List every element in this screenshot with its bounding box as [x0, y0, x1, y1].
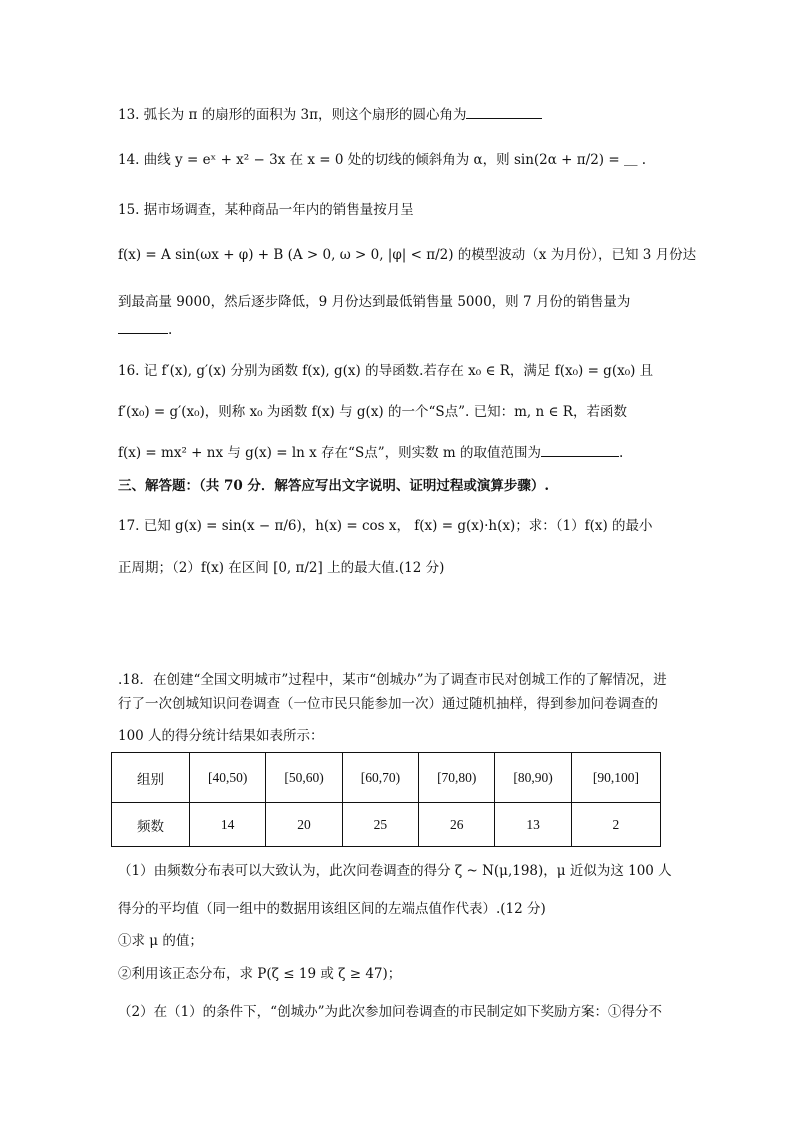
question-17-line-1: 17. 已知 g(x) = sin(x − π/6)，h(x) = cos x， f(x) = g(x)·h(x)；求：（1）f(x) 的最小	[118, 518, 653, 534]
table-row	[112, 753, 661, 803]
question-18-line-2: 行了一次创城知识问卷调查（一位市民只能参加一次）通过随机抽样，得到参加问卷调查的	[118, 696, 658, 712]
question-13: 13. 弧长为 π 的扇形的面积为 3π，则这个扇形的圆心角为	[118, 103, 542, 123]
question-15-line-3: 到最高量 9000，然后逐步降低，9 月份达到最低销售量 5000，则 7 月份的销售量为	[118, 294, 631, 310]
question-17-line-2: 正周期；（2）f(x) 在区间 [0, π/2] 上的最大值.(12 分)	[118, 560, 445, 576]
question-18-line-1: .18．在创建“全国文明城市”过程中，某市“创城办”为了调查市民对创城工作的了解情况，进	[118, 672, 667, 688]
table-cell: [40,50)	[190, 753, 266, 803]
table-cell: [70,80)	[419, 753, 495, 803]
table-cell: [90,100]	[571, 753, 660, 803]
question-14: 14. 曲线 y = eˣ + x² − 3x 在 x = 0 处的切线的倾斜角为 α，则 sin(2α + π/2) = ＿ .	[118, 152, 647, 168]
question-15-line-2: f(x) = A sin(ωx + φ) + B (A > 0, ω > 0, |φ| < π/2) 的模型波动（x 为月份），已知 3 月份达	[118, 247, 697, 263]
table-row	[112, 803, 661, 847]
question-18-part-1-line-2: 得分的平均值（同一组中的数据用该组区间的左端点值作代表）.(12 分)	[118, 901, 546, 917]
table-cell: [60,70)	[342, 753, 418, 803]
answer-blank	[466, 118, 542, 119]
question-15-line-1: 15. 据市场调查，某种商品一年内的销售量按月呈	[118, 202, 414, 218]
question-18-line-3: 100 人的得分统计结果如表所示：	[118, 728, 324, 744]
question-15-line-4: .	[118, 322, 172, 338]
table-cell: 13	[495, 803, 571, 847]
table-cell: [50,60)	[266, 753, 342, 803]
section-3-heading: 三、解答题：（共 70 分．解答应写出文字说明、证明过程或演算步骤）.	[118, 478, 550, 494]
question-16-line-3: f(x) = mx² + nx 与 g(x) = ln x 存在“S点”，则实数 m 的取值范围为 .	[118, 445, 624, 461]
question-18-item-1: ①求 μ 的值；	[118, 933, 203, 949]
table-cell: [80,90)	[495, 753, 571, 803]
table-cell: 20	[266, 803, 342, 847]
answer-blank	[541, 456, 619, 457]
question-18-item-2: ②利用该正态分布，求 P(ζ ≤ 19 或 ζ ≥ 47)；	[118, 966, 402, 982]
question-16-line-2: f′(x₀) = g′(x₀)，则称 x₀ 为函数 f(x) 与 g(x) 的一个“S点”. 已知：m, n ∈ R，若函数	[118, 404, 627, 420]
row-header-group: 组别	[112, 753, 190, 803]
table-cell: 2	[571, 803, 660, 847]
question-18-part-2: （2）在（1）的条件下，“创城办”为此次参加问卷调查的市民制定如下奖励方案：①得分不	[118, 1004, 662, 1020]
table-cell: 26	[419, 803, 495, 847]
frequency-table	[111, 752, 661, 847]
answer-blank	[118, 333, 168, 334]
question-16-line-1: 16. 记 f′(x), g′(x) 分别为函数 f(x), g(x) 的导函数.若存在 x₀ ∈ R，满足 f(x₀) = g(x₀) 且	[118, 363, 654, 379]
table-cell: 14	[190, 803, 266, 847]
row-header-frequency: 频数	[112, 803, 190, 847]
table-cell: 25	[342, 803, 418, 847]
question-18-part-1-line-1: （1）由频数分布表可以大致认为，此次问卷调查的得分 ζ ~ N(μ,198)，μ 近似为这 100 人	[118, 863, 672, 879]
